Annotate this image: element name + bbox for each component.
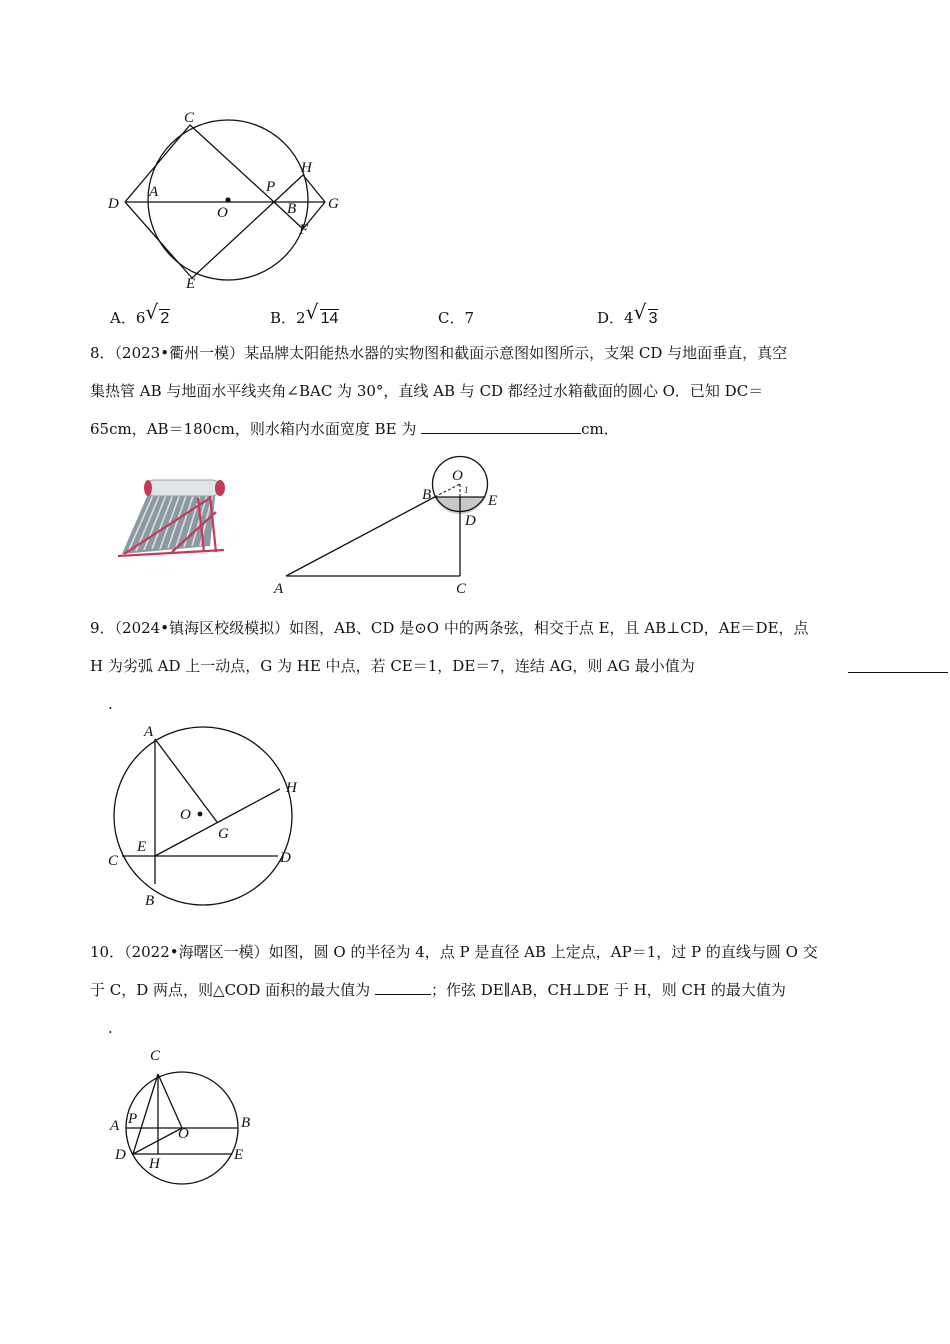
- solar-water-heater-picture: [112, 476, 228, 564]
- q7-option-b-sqrt: √ 14: [305, 300, 339, 327]
- q7-label-a: A: [149, 184, 159, 200]
- q10-label-a: A: [110, 1118, 120, 1134]
- q7-option-a-sqrt: √ 2: [145, 300, 170, 327]
- q7-label-p: P: [266, 179, 276, 195]
- q8-unit: cm．: [581, 420, 619, 438]
- q9-geometry-figure: [100, 718, 320, 918]
- q10-answer-blank-1[interactable]: [375, 980, 431, 995]
- q7-option-a[interactable]: [110, 300, 170, 329]
- q8-label-a: A: [274, 581, 284, 597]
- q7-label-h: H: [301, 160, 312, 176]
- q10-label-e: E: [234, 1147, 244, 1163]
- q9-label-b: B: [145, 893, 155, 909]
- q8-text-line-3-lead: 65cm，AB＝180cm，则水箱内水面宽度 BE 为: [90, 420, 417, 438]
- q10-text-line-2-lead: 于 C，D 两点，则△COD 面积的最大值为: [90, 981, 371, 999]
- q7-option-b[interactable]: [270, 300, 339, 329]
- q8-text-line-3: [90, 419, 619, 439]
- q10-label-c: C: [150, 1048, 161, 1064]
- q9-label-c: C: [108, 853, 119, 869]
- q7-option-b-radicand: 14: [320, 310, 339, 327]
- q7-label-c: C: [184, 110, 195, 126]
- q10-geometry-figure: [100, 1044, 270, 1189]
- q8-answer-blank[interactable]: [421, 419, 581, 434]
- q9-text-line-2: [90, 656, 695, 676]
- q10-text-line-2-tail: ；作弦 DE∥AB，CH⊥DE 于 H，则 CH 的最大值为: [430, 981, 786, 999]
- q9-label-h: H: [286, 780, 297, 796]
- q7-option-a-coef: 6: [135, 309, 146, 327]
- q7-label-e: E: [186, 276, 196, 292]
- q7-label-d: D: [108, 196, 119, 212]
- q7-option-b-coef: 2: [296, 309, 306, 327]
- q8-label-d: D: [465, 513, 476, 529]
- q7-option-b-letter: B．: [270, 309, 297, 327]
- q7-option-d-letter: D．: [597, 309, 625, 327]
- q7-option-d-radicand: 3: [648, 310, 658, 327]
- q9-label-e: E: [137, 839, 147, 855]
- q8-geometry-figure: [270, 448, 510, 598]
- q9-label-d: D: [280, 850, 291, 866]
- q7-label-b: B: [287, 201, 297, 217]
- q8-text-line-2: 集热管 AB 与地面水平线夹角∠BAC 为 30°，直线 AB 与 CD 都经过水箱截面的圆心 O．已知 DC＝: [90, 382, 764, 400]
- q10-label-d: D: [115, 1147, 126, 1163]
- q9-label-o: O: [180, 807, 191, 823]
- q10-label-b: B: [241, 1115, 251, 1131]
- q10-label-h: H: [149, 1156, 160, 1172]
- q7-option-d[interactable]: [597, 300, 658, 329]
- q8-label-angle-1: 1: [464, 485, 469, 495]
- q10-label-o: O: [178, 1126, 189, 1142]
- q9-label-a: A: [144, 724, 154, 740]
- q7-label-g: G: [328, 196, 339, 212]
- q10-text-line-1: 10．（2022•海曙区一模）如图，圆 O 的半径为 4，点 P 是直径 AB 上定点，AP＝1，过 P 的直线与圆 O 交: [90, 943, 818, 961]
- q8-label-b: B: [422, 487, 432, 503]
- q8-label-o: O: [452, 468, 463, 484]
- q9-text-line-1: 9．（2024•镇海区校级模拟）如图，AB、CD 是⊙O 中的两条弦，相交于点 E，且 AB⊥CD，AE＝DE，点: [90, 619, 809, 637]
- q7-option-a-radicand: 2: [160, 310, 170, 327]
- q10-text-line-2: [90, 980, 786, 1000]
- q7-option-d-coef: 4: [624, 309, 634, 327]
- q7-option-c-letter: C．: [438, 309, 465, 327]
- q7-label-o: O: [217, 205, 228, 221]
- q7-label-f: F: [299, 222, 309, 238]
- q9-answer-blank[interactable]: [848, 658, 948, 673]
- q7-option-c[interactable]: [438, 308, 474, 328]
- q9-text-line-2-lead: H 为劣弧 AD 上一动点，G 为 HE 中点，若 CE＝1，DE＝7，连结 AG，则 AG 最小值为: [90, 657, 695, 675]
- q7-geometry-figure: [100, 108, 350, 298]
- q8-label-e: E: [488, 493, 498, 509]
- q10-label-p: P: [128, 1111, 138, 1127]
- q7-option-c-value: 7: [464, 309, 475, 327]
- q8-text-line-1: 8．（2023•衢州一模）某品牌太阳能热水器的实物图和截面示意图如图所示，支架 CD 与地面垂直，真空: [90, 344, 788, 362]
- q8-label-c: C: [456, 581, 467, 597]
- q7-option-a-letter: A．: [110, 309, 136, 327]
- q9-text-line-3: .: [108, 695, 113, 713]
- q10-text-line-3: .: [108, 1019, 113, 1037]
- q9-label-g: G: [218, 826, 229, 842]
- q7-option-d-sqrt: √ 3: [633, 300, 658, 327]
